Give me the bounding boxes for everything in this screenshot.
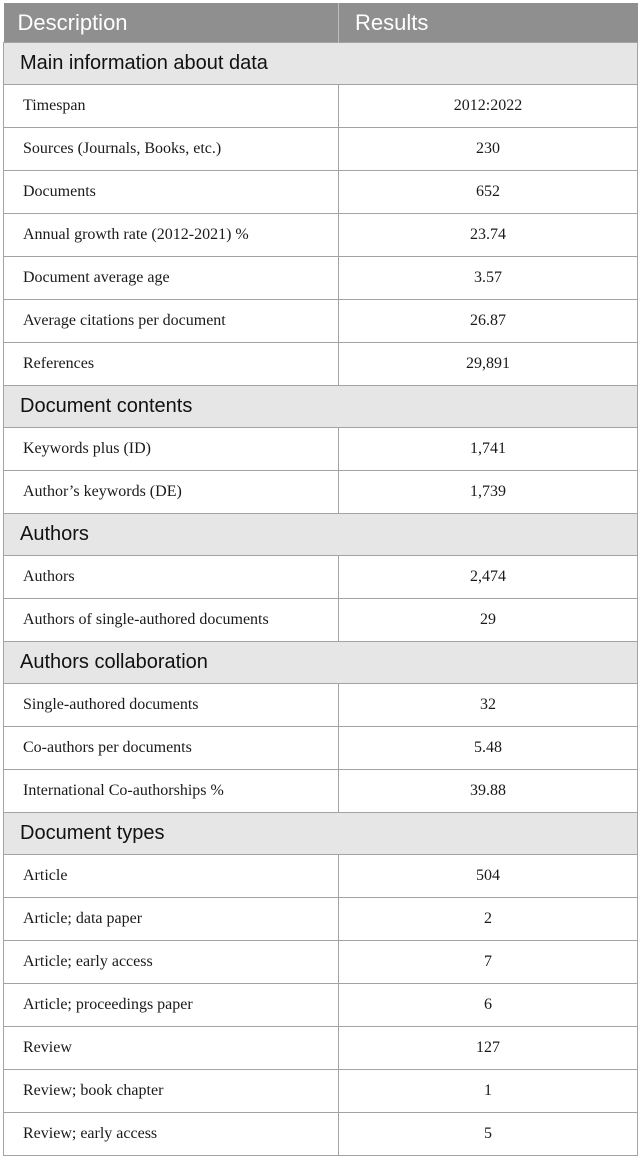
table-row xyxy=(4,898,638,941)
row-value: 6 xyxy=(484,996,492,1013)
row-value: 1 xyxy=(484,1082,492,1099)
table-row xyxy=(4,941,638,984)
row-label: Review; book chapter xyxy=(4,1070,339,1113)
row-label: Article; early access xyxy=(4,941,339,984)
row-label: Review xyxy=(4,1027,339,1070)
table-row xyxy=(4,599,638,642)
row-value-cell xyxy=(339,727,638,770)
row-value-cell xyxy=(339,599,638,642)
row-value: 29 xyxy=(480,611,496,628)
table-row xyxy=(4,1113,638,1156)
section-row xyxy=(4,813,638,855)
table-row xyxy=(4,1070,638,1113)
row-value: 1,741 xyxy=(470,440,506,457)
header-description: Description xyxy=(4,3,339,43)
row-value: 26.87 xyxy=(470,312,506,329)
row-value: 39.88 xyxy=(470,782,506,799)
row-label: Average citations per document xyxy=(4,300,339,343)
row-value-cell xyxy=(339,428,638,471)
section-title: Main information about data xyxy=(4,43,638,85)
table-row xyxy=(4,770,638,813)
row-label: International Co-authorships % xyxy=(4,770,339,813)
table-row xyxy=(4,171,638,214)
row-value: 5.48 xyxy=(474,739,502,756)
row-label: Annual growth rate (2012-2021) % xyxy=(4,214,339,257)
row-value: 29,891 xyxy=(466,355,510,372)
row-value-cell xyxy=(339,85,638,128)
section-title: Document types xyxy=(4,813,638,855)
row-value-cell xyxy=(339,898,638,941)
row-label: Article; proceedings paper xyxy=(4,984,339,1027)
row-label: Keywords plus (ID) xyxy=(4,428,339,471)
table-row xyxy=(4,128,638,171)
table-row xyxy=(4,257,638,300)
row-value: 3.57 xyxy=(474,269,502,286)
row-value-cell xyxy=(339,984,638,1027)
header-results: Results xyxy=(339,3,638,43)
table-row xyxy=(4,984,638,1027)
table-row xyxy=(4,85,638,128)
row-value-cell xyxy=(339,300,638,343)
table-row xyxy=(4,556,638,599)
row-label: Review; early access xyxy=(4,1113,339,1156)
table-row xyxy=(4,1027,638,1070)
table-row xyxy=(4,471,638,514)
row-value-cell xyxy=(339,171,638,214)
section-title: Document contents xyxy=(4,386,638,428)
table-row xyxy=(4,343,638,386)
row-value: 5 xyxy=(484,1125,492,1142)
table-row xyxy=(4,300,638,343)
section-row xyxy=(4,642,638,684)
section-title: Authors xyxy=(4,514,638,556)
row-label: Article; data paper xyxy=(4,898,339,941)
row-value: 2012:2022 xyxy=(453,97,523,114)
section-title: Authors collaboration xyxy=(4,642,638,684)
row-label: Sources (Journals, Books, etc.) xyxy=(4,128,339,171)
row-value: 2 xyxy=(484,910,492,927)
section-row xyxy=(4,386,638,428)
row-value-cell xyxy=(339,770,638,813)
row-label: References xyxy=(4,343,339,386)
header-row xyxy=(4,3,638,43)
row-value-cell xyxy=(339,1113,638,1156)
row-value: 32 xyxy=(480,696,496,713)
row-label: Single-authored documents xyxy=(4,684,339,727)
table-row xyxy=(4,727,638,770)
table-row xyxy=(4,214,638,257)
summary-table-container xyxy=(3,3,637,1156)
table-row xyxy=(4,428,638,471)
row-label: Co-authors per documents xyxy=(4,727,339,770)
table-body xyxy=(4,43,638,1156)
row-label: Authors xyxy=(4,556,339,599)
row-value: 127 xyxy=(476,1039,500,1056)
summary-table xyxy=(3,3,638,1156)
table-row xyxy=(4,855,638,898)
row-value: 230 xyxy=(476,140,500,157)
row-value-cell xyxy=(339,684,638,727)
row-value: 1,739 xyxy=(470,483,506,500)
row-label: Authors of single-authored documents xyxy=(4,599,339,642)
row-value-cell xyxy=(339,128,638,171)
row-value: 2,474 xyxy=(470,568,506,585)
row-value: 23.74 xyxy=(470,226,506,243)
row-value: 652 xyxy=(476,183,500,200)
row-value-cell xyxy=(339,471,638,514)
row-value-cell xyxy=(339,556,638,599)
section-row xyxy=(4,514,638,556)
row-label: Document average age xyxy=(4,257,339,300)
row-value: 504 xyxy=(476,867,500,884)
row-value-cell xyxy=(339,257,638,300)
row-label: Timespan xyxy=(4,85,339,128)
row-value-cell xyxy=(339,855,638,898)
row-value-cell xyxy=(339,343,638,386)
section-row xyxy=(4,43,638,85)
row-value-cell xyxy=(339,1027,638,1070)
row-label: Documents xyxy=(4,171,339,214)
row-value: 7 xyxy=(484,953,492,970)
row-value-cell xyxy=(339,941,638,984)
row-value-cell xyxy=(339,214,638,257)
row-value-cell xyxy=(339,1070,638,1113)
row-label: Article xyxy=(4,855,339,898)
row-label: Author’s keywords (DE) xyxy=(4,471,339,514)
table-row xyxy=(4,684,638,727)
